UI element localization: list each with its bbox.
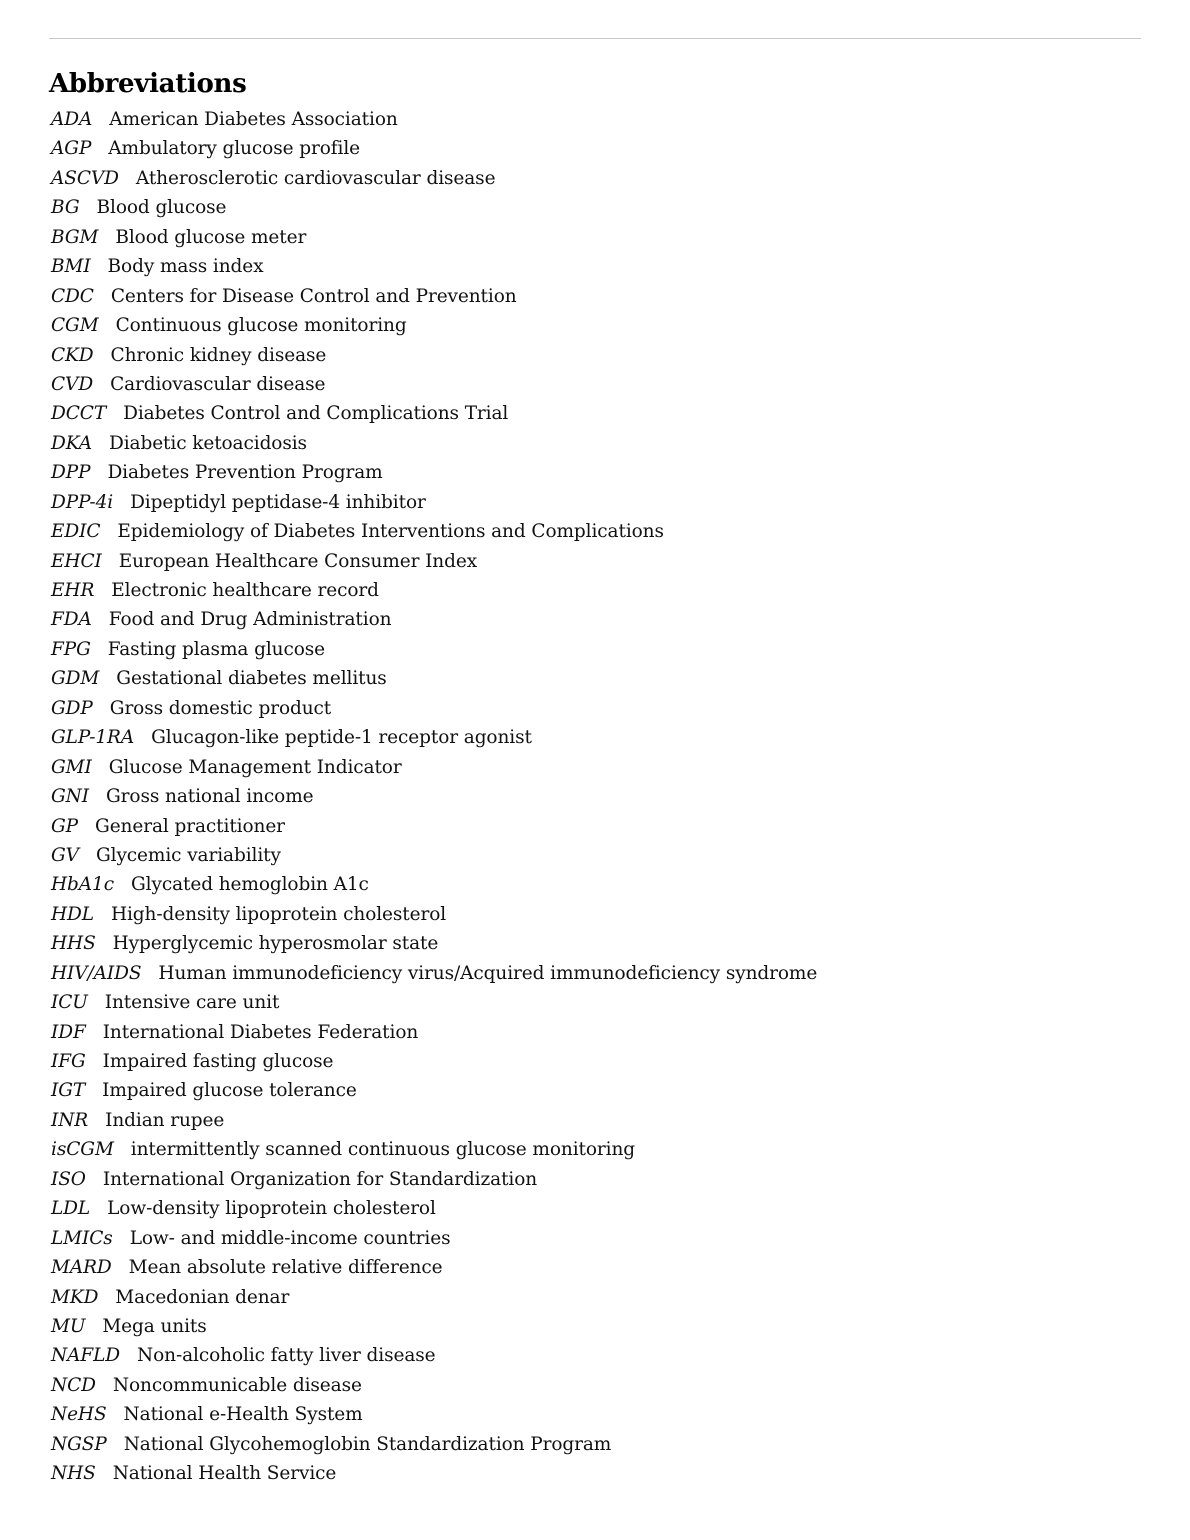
abbreviation-entry [51, 282, 817, 311]
abbreviation-term: HbA1c [51, 874, 114, 896]
abbreviation-term: ICU [51, 992, 88, 1014]
header-divider [49, 38, 1141, 39]
abbreviation-entry [51, 1194, 817, 1223]
abbreviation-definition: Noncommunicable disease [112, 1374, 362, 1396]
abbreviation-entry [51, 517, 817, 546]
abbreviation-definition: Blood glucose [96, 197, 227, 219]
abbreviation-definition: Glucose Management Indicator [108, 756, 402, 778]
abbreviation-definition: National Glycohemoglobin Standardization Program [123, 1433, 612, 1455]
abbreviation-definition: Gross domestic product [109, 697, 332, 719]
abbreviation-entry [51, 959, 817, 988]
abbreviation-term: HIV/AIDS [51, 962, 142, 984]
abbreviation-entry [51, 635, 817, 664]
abbreviation-definition: Glucagon-like peptide-1 receptor agonist [151, 727, 532, 749]
abbreviation-definition: National e-Health System [123, 1404, 363, 1426]
abbreviation-entry [51, 812, 817, 841]
abbreviation-entry [51, 164, 817, 193]
abbreviation-entry [51, 1430, 817, 1459]
abbreviation-term: EDIC [51, 521, 101, 543]
abbreviation-term: LMICs [51, 1227, 113, 1249]
abbreviation-definition: intermittently scanned continuous glucose monitoring [130, 1139, 636, 1161]
abbreviation-definition: Low-density lipoprotein cholesterol [107, 1198, 436, 1220]
abbreviation-term: IFG [51, 1051, 86, 1072]
abbreviation-term: GV [51, 844, 79, 866]
abbreviation-definition: Macedonian denar [115, 1286, 290, 1308]
abbreviation-entry [51, 841, 817, 870]
abbreviation-term: ISO [51, 1168, 86, 1190]
abbreviation-entry [51, 1283, 817, 1312]
abbreviation-term: HHS [51, 933, 96, 955]
abbreviation-definition: European Healthcare Consumer Index [118, 550, 478, 572]
abbreviation-entry [51, 753, 817, 782]
abbreviation-term: ASCVD [51, 167, 119, 189]
abbreviation-entry [51, 870, 817, 899]
abbreviation-term: BGM [51, 226, 99, 248]
abbreviation-definition: Fasting plasma glucose [107, 638, 326, 660]
abbreviation-entry [51, 664, 817, 693]
abbreviation-definition: Impaired glucose tolerance [102, 1080, 357, 1102]
abbreviation-definition: Gestational diabetes mellitus [116, 668, 387, 690]
abbreviation-entry [51, 1106, 817, 1135]
abbreviation-definition: High-density lipoprotein cholesterol [110, 903, 447, 925]
abbreviation-entry [51, 605, 817, 634]
abbreviation-definition: Epidemiology of Diabetes Interventions and Complications [117, 521, 664, 543]
abbreviation-entry [51, 399, 817, 428]
abbreviation-term: GNI [51, 786, 89, 808]
abbreviation-entry [51, 223, 817, 252]
abbreviation-term: GMI [51, 756, 92, 778]
abbreviation-term: MKD [51, 1286, 99, 1308]
abbreviation-term: NeHS [51, 1404, 107, 1426]
abbreviation-entry [51, 370, 817, 399]
abbreviation-definition: International Organization for Standardization [102, 1168, 538, 1190]
abbreviation-term: GLP-1RA [51, 727, 135, 749]
abbreviation-entry [51, 1341, 817, 1370]
abbreviation-term: HDL [51, 903, 94, 925]
abbreviation-definition: Indian rupee [105, 1109, 225, 1131]
abbreviation-term: NAFLD [51, 1345, 121, 1367]
abbreviation-entry [51, 900, 817, 929]
abbreviation-definition: International Diabetes Federation [102, 1021, 419, 1043]
abbreviation-definition: Human immunodeficiency virus/Acquired immunodeficiency syndrome [158, 962, 818, 984]
abbreviation-term: ADA [51, 109, 93, 130]
abbreviation-term: DPP [51, 462, 91, 484]
abbreviation-entry [51, 1459, 817, 1488]
abbreviation-definition: Impaired fasting glucose [102, 1051, 334, 1072]
abbreviation-term: DKA [51, 432, 92, 454]
abbreviation-term: NHS [51, 1463, 96, 1485]
abbreviation-definition: Mean absolute relative difference [128, 1257, 443, 1279]
abbreviation-entry [51, 488, 817, 517]
abbreviation-definition: Ambulatory glucose profile [108, 138, 360, 160]
abbreviation-entry [51, 1165, 817, 1194]
abbreviation-term: MARD [51, 1257, 112, 1279]
abbreviation-definition: Cardiovascular disease [110, 373, 326, 395]
abbreviation-entry [51, 576, 817, 605]
abbreviation-entry [51, 1135, 817, 1164]
abbreviation-term: IGT [51, 1080, 86, 1102]
abbreviation-definition: Non-alcoholic fatty liver disease [137, 1345, 436, 1367]
abbreviation-entry [51, 1076, 817, 1105]
abbreviation-definition: Hyperglycemic hyperosmolar state [112, 933, 439, 955]
abbreviation-entry [51, 694, 817, 723]
abbreviation-definition: American Diabetes Association [109, 109, 398, 130]
abbreviation-entry [51, 311, 817, 340]
abbreviation-term: FDA [51, 609, 92, 631]
abbreviation-entry [51, 1253, 817, 1282]
abbreviation-term: isCGM [51, 1139, 114, 1161]
abbreviation-entry [51, 193, 817, 222]
abbreviation-definition: Diabetes Prevention Program [107, 462, 383, 484]
abbreviation-term: EHR [51, 580, 95, 601]
abbreviation-term: CVD [51, 373, 94, 395]
abbreviation-definition: Intensive care unit [104, 992, 280, 1014]
abbreviation-entry [51, 988, 817, 1017]
abbreviation-definition: Glycemic variability [95, 844, 281, 866]
abbreviation-term: GP [51, 815, 79, 837]
abbreviation-entry [51, 134, 817, 163]
abbreviation-definition: Diabetes Control and Complications Trial [123, 403, 509, 425]
abbreviation-entry [51, 1312, 817, 1341]
abbreviation-term: EHCI [51, 550, 102, 572]
abbreviation-term: FPG [51, 638, 91, 660]
abbreviation-entry [51, 429, 817, 458]
abbreviation-definition: Diabetic ketoacidosis [108, 432, 307, 454]
abbreviation-term: CDC [51, 285, 94, 307]
abbreviation-definition: National Health Service [112, 1463, 337, 1485]
abbreviation-term: BMI [51, 256, 91, 278]
abbreviation-definition: Chronic kidney disease [110, 344, 327, 366]
abbreviation-entry [51, 782, 817, 811]
abbreviation-definition: Gross national income [105, 786, 314, 808]
abbreviation-definition: Blood glucose meter [115, 226, 307, 248]
page-title: Abbreviations [49, 69, 247, 99]
abbreviation-definition: Mega units [102, 1315, 207, 1337]
abbreviation-term: BG [51, 197, 80, 219]
abbreviation-entry [51, 1047, 817, 1076]
abbreviation-entry [51, 929, 817, 958]
abbreviation-definition: Atherosclerotic cardiovascular disease [135, 167, 496, 189]
abbreviation-entry [51, 547, 817, 576]
abbreviation-term: AGP [51, 138, 92, 160]
abbreviation-term: CGM [51, 315, 99, 337]
abbreviation-definition: Glycated hemoglobin A1c [130, 874, 369, 896]
abbreviation-entry [51, 105, 817, 134]
abbreviation-entry [51, 458, 817, 487]
abbreviation-term: NCD [51, 1374, 96, 1396]
abbreviation-definition: Centers for Disease Control and Prevention [110, 285, 517, 307]
abbreviation-entry [51, 1400, 817, 1429]
abbreviation-entry [51, 341, 817, 370]
abbreviation-term: DPP-4i [51, 491, 114, 513]
abbreviation-definition: Dipeptidyl peptidase-4 inhibitor [130, 491, 426, 513]
abbreviation-term: GDP [51, 697, 93, 719]
abbreviation-definition: Body mass index [107, 256, 264, 278]
abbreviation-entry [51, 723, 817, 752]
abbreviation-term: LDL [51, 1198, 91, 1220]
abbreviation-entry [51, 252, 817, 281]
abbreviation-definition: Food and Drug Administration [108, 609, 392, 631]
abbreviation-list [51, 105, 817, 1489]
abbreviation-definition: Low- and middle-income countries [129, 1227, 451, 1249]
abbreviation-entry [51, 1371, 817, 1400]
abbreviation-term: INR [51, 1109, 89, 1131]
abbreviation-entry [51, 1224, 817, 1253]
abbreviation-entry [51, 1018, 817, 1047]
abbreviation-term: IDF [51, 1021, 86, 1043]
abbreviation-term: NGSP [51, 1433, 107, 1455]
abbreviation-term: DCCT [51, 403, 107, 425]
abbreviation-definition: General practitioner [95, 815, 285, 837]
abbreviation-term: MU [51, 1315, 86, 1337]
abbreviation-definition: Electronic healthcare record [111, 580, 379, 601]
abbreviation-term: CKD [51, 344, 94, 366]
abbreviation-term: GDM [51, 668, 100, 690]
abbreviation-definition: Continuous glucose monitoring [115, 315, 407, 337]
